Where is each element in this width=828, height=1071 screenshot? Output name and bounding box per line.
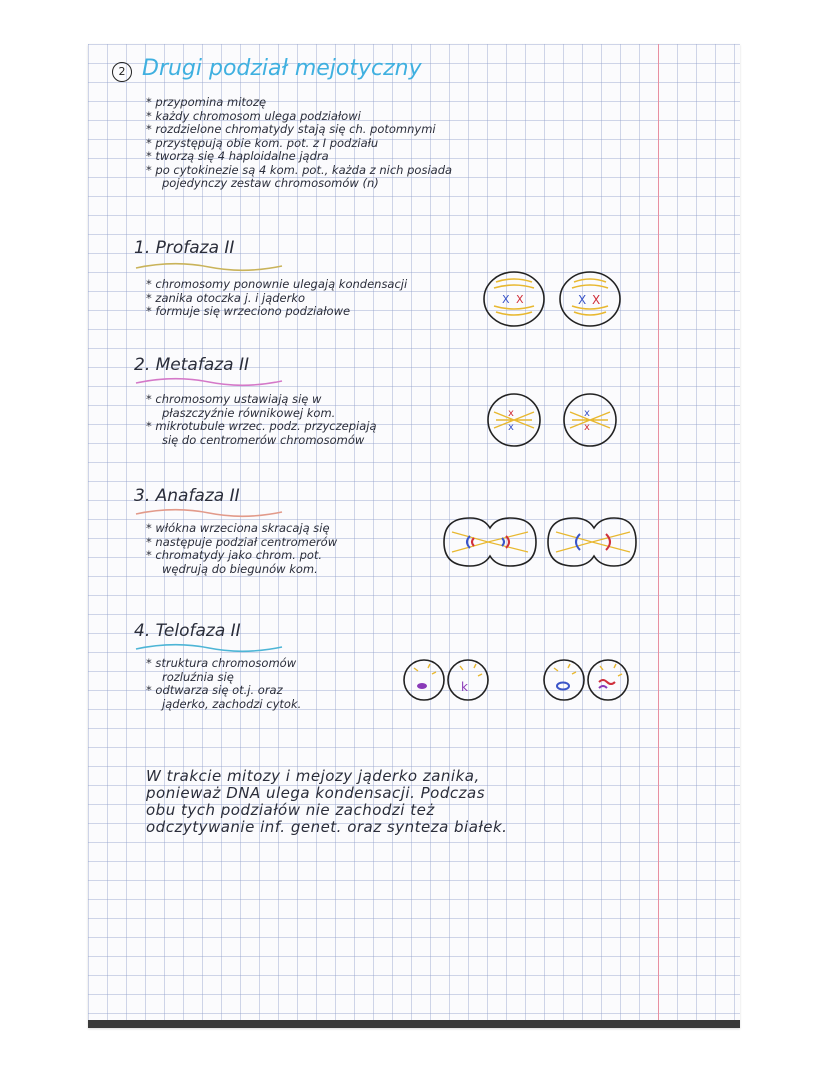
- list-item: rozluźnia się: [162, 669, 234, 684]
- list-item: * włókna wrzeciona skracają się: [146, 521, 330, 535]
- list-item: jąderko, zachodzi cytok.: [162, 696, 302, 711]
- list-item: * przystępują obie kom. pot. z I podziału: [146, 135, 379, 150]
- telophase-cell-icon: [402, 654, 642, 708]
- list-item: * rozdzielone chromatydy stają się ch. potomnymi: [146, 122, 436, 136]
- prophase-cell-icon: [482, 270, 632, 330]
- list-item: * każdy chromosom ulega podziałowi: [146, 108, 361, 123]
- list-item: * następuje podział centromerów: [146, 534, 338, 549]
- section-number: 2: [112, 62, 132, 82]
- list-item: płaszczyźnie równikowej kom.: [162, 405, 336, 420]
- svg-text:X: X: [502, 293, 510, 306]
- telophase-bullet-list: [146, 657, 301, 711]
- svg-text:X: X: [592, 293, 601, 307]
- svg-text:x: x: [508, 422, 514, 433]
- anaphase-cell-icon: [440, 514, 640, 570]
- prophase-bullet-list: [146, 278, 407, 319]
- list-item: * struktura chromosomów: [146, 656, 297, 670]
- phase-heading-metaphase: 2. Metafaza II: [134, 355, 250, 375]
- list-item: wędrują do biegunów kom.: [162, 561, 318, 576]
- svg-text:k: k: [461, 680, 468, 694]
- list-item: pojedynczy zestaw chromosomów (n): [162, 176, 379, 190]
- list-item: * odtwarza się ot.j. oraz: [146, 683, 283, 697]
- phase-heading-prophase: 1. Profaza II: [134, 238, 235, 258]
- intro-bullet-list: [146, 96, 452, 191]
- list-item: * przypomina mitozę: [146, 95, 267, 109]
- margin-line: [658, 44, 659, 1020]
- phase-heading-anaphase: 3. Anafaza II: [134, 486, 240, 506]
- list-item: * chromosomy ponownie ulegają kondensacji: [146, 277, 408, 291]
- note-line: W trakcie mitozy i mejozy jąderko zanika,: [146, 767, 480, 785]
- phase-heading-telophase: 4. Telofaza II: [134, 621, 241, 641]
- heading-underline: [134, 641, 284, 655]
- svg-text:x: x: [508, 408, 514, 419]
- list-item: * po cytokinezie są 4 kom. pot., każda z nich posiada: [146, 162, 453, 177]
- svg-text:x: x: [584, 408, 590, 419]
- page-title: Drugi podział mejotyczny: [142, 56, 422, 81]
- list-item: * formuje się wrzeciono podziałowe: [146, 304, 351, 318]
- anaphase-bullet-list: [146, 522, 337, 576]
- list-item: * zanika otoczka j. i jąderko: [146, 290, 306, 305]
- metaphase-bullet-list: [146, 393, 377, 447]
- heading-underline: [134, 260, 284, 274]
- summary-note: [146, 768, 507, 836]
- svg-text:X: X: [578, 293, 587, 307]
- list-item: * chromatydy jako chrom. pot.: [146, 548, 323, 562]
- list-item: * chromosomy ustawiają się w: [146, 392, 322, 406]
- note-line: ponieważ DNA ulega kondensacji. Podczas: [146, 784, 486, 802]
- svg-text:x: x: [584, 422, 590, 433]
- list-item: się do centromerów chromosomów: [162, 432, 365, 447]
- metaphase-cell-icon: [486, 392, 626, 452]
- heading-underline: [134, 375, 284, 389]
- note-line: obu tych podziałów nie zachodzi też: [146, 801, 435, 819]
- heading-underline: [134, 506, 284, 520]
- svg-text:X: X: [516, 293, 524, 306]
- list-item: * tworzą się 4 haploidalne jądra: [146, 149, 329, 163]
- note-line: odczytywanie inf. genet. oraz synteza białek.: [146, 818, 508, 836]
- page-edge: [88, 1020, 740, 1028]
- list-item: * mikrotubule wrzec. podz. przyczepiają: [146, 419, 377, 433]
